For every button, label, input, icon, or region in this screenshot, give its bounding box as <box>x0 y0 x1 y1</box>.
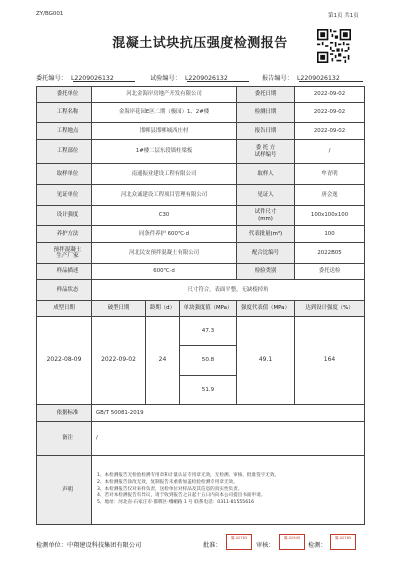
witness-unit-label: 见证单位 <box>37 185 92 206</box>
sampling-unit-value: 南通振业建设工程有限公司 <box>92 164 237 185</box>
statement-text <box>92 456 365 525</box>
design-grade-value: C30 <box>92 206 237 226</box>
report-date-label: 报告日期 <box>237 123 295 140</box>
report-table <box>36 86 365 525</box>
age-days: 24 <box>146 317 180 405</box>
entrust-date-label: 委托日期 <box>237 87 295 103</box>
witness-value: 唐会逸 <box>295 185 365 206</box>
col-break-date: 破型日期 <box>92 301 146 317</box>
table-row <box>37 317 365 405</box>
statement-line: 1、本检测报告无检验检测专用章和计量认证专用章无效，无检测、审核、批准签字无效。 <box>97 472 280 478</box>
test-no: 试验编号： L2209026132 <box>150 75 228 82</box>
curing-value: 同条件养护 600℃·d <box>92 226 237 243</box>
cast-date: 2022-08-09 <box>37 317 92 405</box>
report-title: 混凝土试块抗压强度检测报告 <box>112 36 288 51</box>
col-percent: 达到设计强度（%） <box>295 301 365 317</box>
tester-label: 检测： <box>308 542 327 549</box>
mix-no-value: 2022B05 <box>295 243 365 264</box>
col-representative: 强度代表值（MPa） <box>237 301 295 317</box>
project-site-value: 邯郸县邯郸城西庄村 <box>92 123 237 140</box>
sample-no-label: 委 托 方 试样编号 <box>237 140 295 164</box>
size-label: 试件尺寸 (mm) <box>237 206 295 226</box>
statement-label: 声明 <box>37 456 92 525</box>
strength-2: 50.8 <box>180 346 236 375</box>
test-date-label: 检测日期 <box>237 103 295 123</box>
break-date: 2022-09-02 <box>92 317 146 405</box>
entrust-date-value: 2022-09-02 <box>295 87 365 103</box>
remark-label: 备注 <box>37 422 92 456</box>
size-value: 100x100x100 <box>295 206 365 226</box>
part-label: 工程部位 <box>37 140 92 164</box>
sampler-value: 牟青明 <box>295 164 365 185</box>
client-value: 河北金海岸房地产开发有限公司 <box>92 87 237 103</box>
sample-no-value: / <box>295 140 365 164</box>
doc-code: ZY/BG001 <box>36 11 64 17</box>
basis-value: GB/T 50081-2019 <box>92 405 365 422</box>
report-date-value: 2022-09-02 <box>295 123 365 140</box>
state-value: 尺寸符合，表面平整，无缺棱掉角 <box>92 280 365 301</box>
producer-value: 河北民安预拌混凝土有限公司 <box>92 243 237 264</box>
category-value: 委托送检 <box>295 264 365 280</box>
part-value: 1#楼二层东段墙柱梁板 <box>92 140 237 164</box>
percent-design: 164 <box>295 317 365 405</box>
col-single-strength: 单块强度值（MPa） <box>180 301 237 317</box>
producer-label: 预拌混凝土 生产厂家 <box>37 243 92 264</box>
strength-1: 47.3 <box>180 317 236 346</box>
client-label: 委托单位 <box>37 87 92 103</box>
qr-code-icon <box>317 29 351 63</box>
project-name-value: 金海岸花园E区二期（极园）1、2#楼 <box>92 103 237 123</box>
single-strength-cell <box>180 317 237 405</box>
curing-label: 养护方法 <box>37 226 92 243</box>
statement-line: 5、地址：河北省·石家庄市·邯郸区·峨嵋路 1 号 联系电话：0311-81555616 <box>97 500 254 506</box>
sample-desc-label: 样品描述 <box>37 264 92 280</box>
design-grade-label: 设计强度 <box>37 206 92 226</box>
sampling-unit-label: 取样单位 <box>37 164 92 185</box>
report-no: 报告编号： L2209026132 <box>262 75 340 82</box>
approver-stamp: 冀-02763 <box>226 534 252 550</box>
test-date-value: 2022-09-02 <box>295 103 365 123</box>
approve-label: 批准： <box>203 542 222 549</box>
project-site-label: 工程地点 <box>37 123 92 140</box>
sample-desc-value: 600℃·d <box>92 264 237 280</box>
batch-label: 代表批量(m³) <box>237 226 295 243</box>
sampler-label: 取样人 <box>237 164 295 185</box>
category-label: 检验类别 <box>237 264 295 280</box>
col-cast-date: 成型日期 <box>37 301 92 317</box>
witness-unit-value: 河北众诚建设工程项目管理有限公司 <box>92 185 237 206</box>
statement-line: 3、本检测报告仅对来样负责，送检单位对样品及其信息的真实性负责。 <box>97 486 243 492</box>
statement-line: 2、本检测报告涂改无效，复制报告未重新加盖检验检测专用章无效。 <box>97 479 238 485</box>
reviewer-stamp: 冀-02945 <box>279 534 305 550</box>
statement-line: 4、若对本检测报告有异议，请于收到报告之日起十五日内向本公司提出书面申请。 <box>97 493 266 499</box>
witness-label: 见证人 <box>237 185 295 206</box>
mix-no-label: 配合比编号 <box>237 243 295 264</box>
representative-strength: 49.1 <box>237 317 295 405</box>
col-age: 龄期（d） <box>146 301 180 317</box>
review-label: 审核： <box>256 542 275 549</box>
testing-org: 检测单位：中翔建设科技集团有限公司 <box>36 542 142 549</box>
entrust-no: 委托编号： L2209026132 <box>36 75 114 82</box>
remark-value: / <box>92 422 365 456</box>
strength-3: 51.9 <box>201 386 215 393</box>
batch-value: 100 <box>295 226 365 243</box>
tester-stamp: 冀-02765 <box>330 534 356 550</box>
basis-label: 依据标准 <box>37 405 92 422</box>
page-info: 第1页 共1页 <box>328 13 359 19</box>
project-name-label: 工程名称 <box>37 103 92 123</box>
state-label: 样品状态 <box>37 280 92 301</box>
